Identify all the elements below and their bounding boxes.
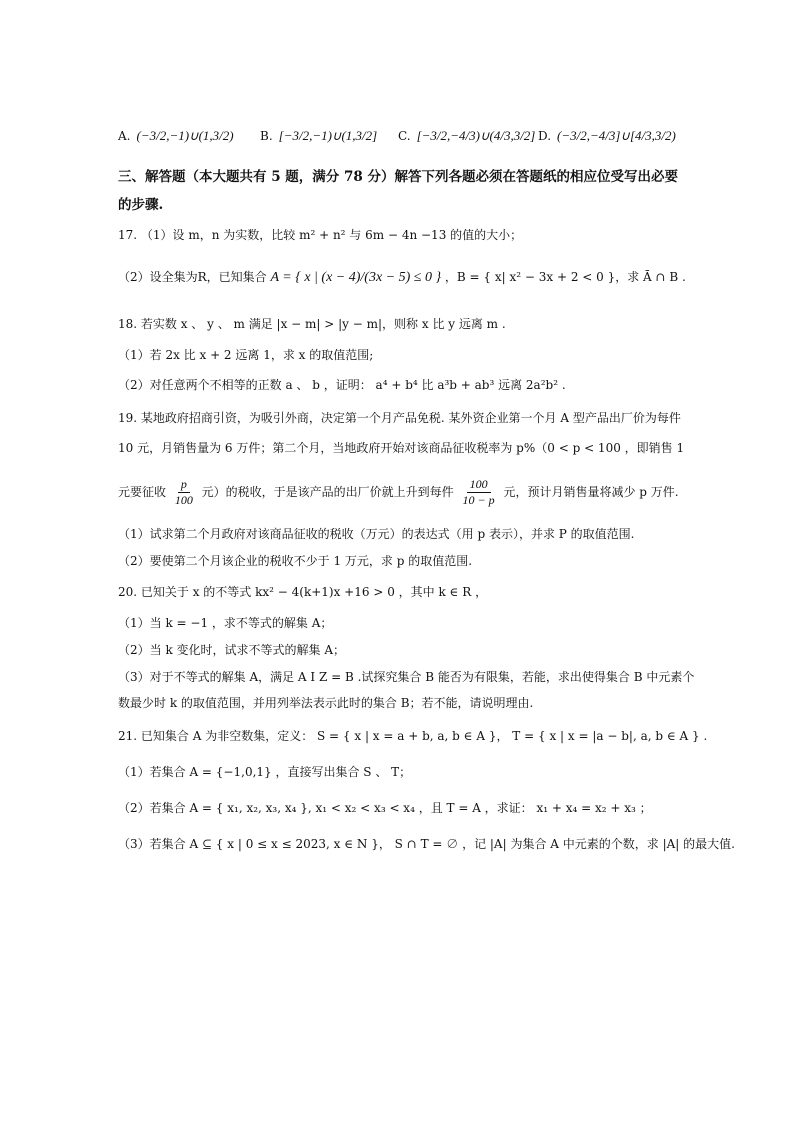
q18-stem: 18. 若实数 x 、 y 、 m 满足 |x − m| > |y − m|，则称 x 比 y 远离 m . [118,317,506,331]
q20-part3-line1: （3）对于不等式的解集 A，满足 A I Z = B .试探究集合 B 能否为有限集，若能，求出使得集合 B 中元素个 [118,670,695,684]
q19-part2: （2）要使第二个月该企业的税收不少于 1 万元，求 p 的取值范围. [118,554,473,568]
q19-fraction-tax [172,477,196,508]
q19-line3-mid: 元）的税收，于是该产品的出厂价就上升到每件 [201,485,454,499]
q21-part2: （2）若集合 A = { x₁, x₂, x₃, x₄ }, x₁ < x₂ < x₃ < x₄ ，且 T = A ，求证： x₁ + x₄ = x₂ + x₃ ； [118,801,652,815]
q20-part3-line2: 数最少时 k 的取值范围，并用列举法表示此时的集合 B；若不能，请说明理由. [118,696,534,710]
q20-stem: 20. 已知关于 x 的不等式 kx² − 4(k+1)x +16 > 0 ，其中 k ∈ R ， [118,585,488,599]
q19-line3-lead: 元要征收 [118,485,167,499]
option-c-label: C. [398,129,411,143]
option-c [398,116,535,156]
option-b [260,116,377,156]
q19-stem-line2: 10 元，月销售量为 6 万件；第二个月，当地政府开始对该商品征收税率为 p%（0 < p < 100 ，即销售 1 [118,441,685,455]
q19-stem-line3 [118,474,679,510]
q19-frac2-numerator: 100 [467,477,491,493]
option-d [538,116,676,156]
q17-part2 [118,262,686,292]
q19-stem-line1: 19. 某地政府招商引资，为吸引外商，决定第一个月产品免税. 某外资企业第一个月 A 型产品出厂价为每件 [118,411,681,425]
q19-frac-numerator: p [178,477,190,493]
q19-line3-tail: 元，预计月销售量将减少 p 万件. [503,485,679,499]
q17-part2-tail: ，B = { x| x² − 3x + 2 < 0 }，求 Ā ∩ B . [444,270,686,284]
q19-frac-denominator: 100 [174,493,193,507]
section-heading-line2: 的步骤. [118,197,164,213]
option-a-math: (−3/2,−1)∪(1,3/2) [136,128,234,143]
q17-set-a: A = { x | (x − 4)/(3x − 5) ≤ 0 } [270,270,442,285]
q19-frac2-denominator: 10 − p [462,493,495,507]
q19-fraction-price [460,477,498,508]
q20-part2: （2）当 k 变化时，试求不等式的解集 A； [118,643,346,657]
section-heading-line1: 三、解答题（本大题共有 5 题，满分 78 分）解答下列各题必须在答题纸的相应位受写出必要 [118,169,678,185]
q17-part2-lead: （2）设全集为R，已知集合 [118,270,267,284]
option-d-label: D. [538,129,552,143]
option-a [118,116,234,156]
q18-part1: （1）若 2x 比 x + 2 远离 1，求 x 的取值范围; [118,348,374,362]
q20-part1: （1）当 k = −1 ，求不等式的解集 A； [118,616,333,630]
option-c-math: [−3/2,−4/3)∪(4/3,3/2] [416,128,536,143]
option-b-label: B. [260,129,273,143]
option-a-label: A. [118,129,131,143]
option-b-math: [−3/2,−1)∪(1,3/2] [278,128,378,143]
option-d-math: (−3/2,−4/3]∪[4/3,3/2) [557,128,676,143]
q21-part3: （3）若集合 A ⊆ { x | 0 ≤ x ≤ 2023, x ∈ N }， S ∩ T = ∅ ，记 |A| 为集合 A 中元素的个数，求 |A| 的最大值. [118,837,735,851]
q18-part2: （2）对任意两个不相等的正数 a 、 b ，证明： a⁴ + b⁴ 比 a³b + ab³ 远离 2a²b² . [118,378,566,392]
q17-part1: 17. （1）设 m，n 为实数，比较 m² + n² 与 6m − 4n −13 的值的大小； [118,228,523,242]
q21-stem: 21. 已知集合 A 为非空数集，定义： S = { x | x = a + b, a, b ∈ A }， T = { x | x = |a − b|, a, b ∈ A } . [118,729,708,743]
q21-part1: （1）若集合 A = {−1,0,1} ，直接写出集合 S 、 T； [118,765,412,779]
answer-options [118,116,678,156]
q19-part1: （1）试求第二个月政府对该商品征收的税收（万元）的表达式（用 p 表示），并求 P 的取值范围. [118,527,635,541]
